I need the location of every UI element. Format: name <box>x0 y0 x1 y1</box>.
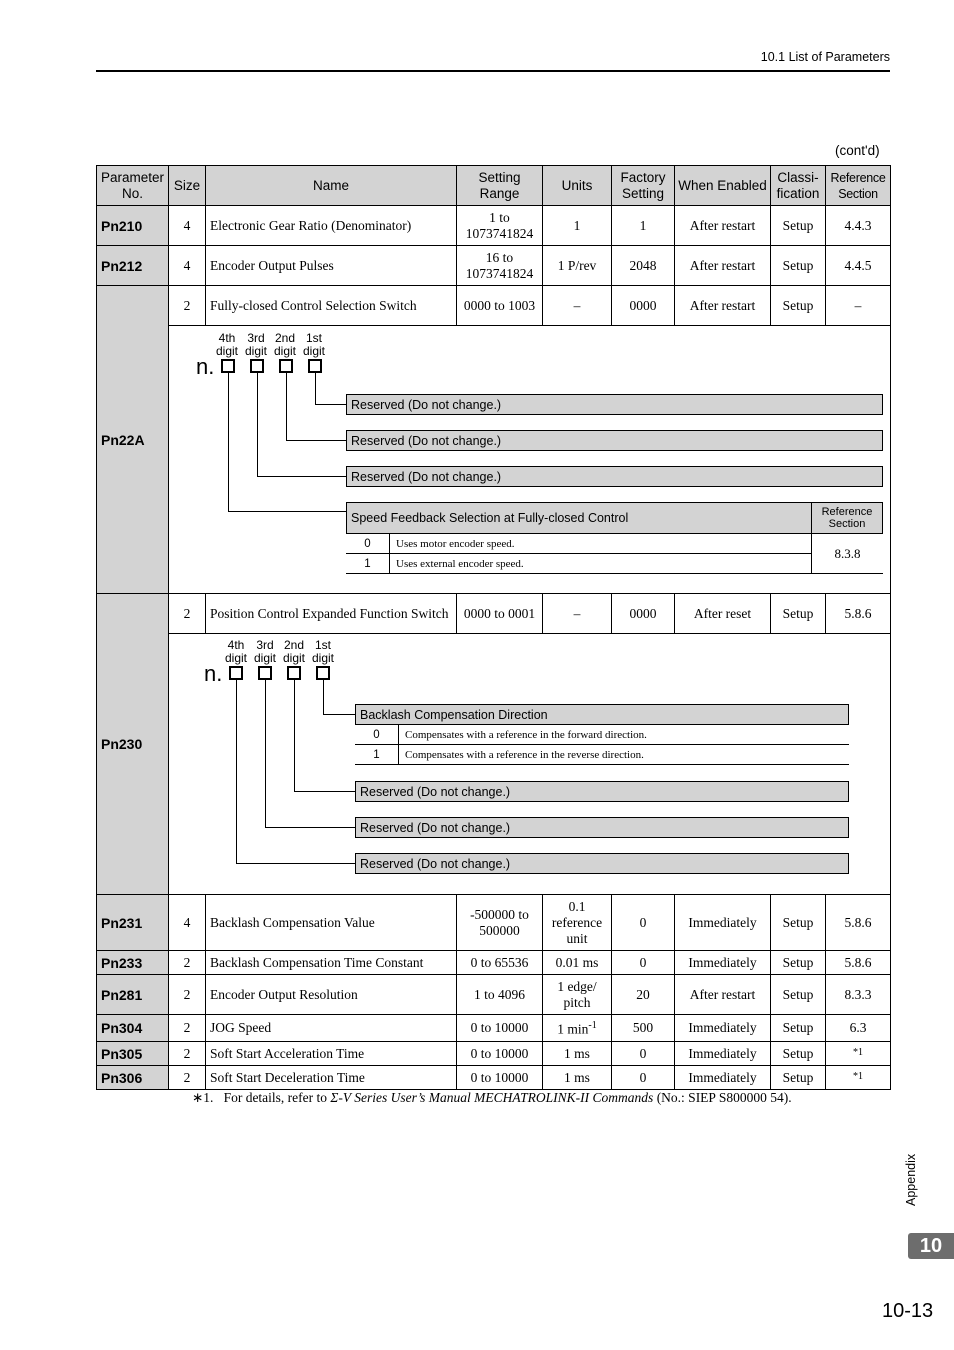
connector-line <box>323 680 324 714</box>
col-header: Units <box>543 166 612 206</box>
param-units: 1 ms <box>543 1066 612 1090</box>
param-ref: 4.4.3 <box>826 206 891 246</box>
param-ref: 4.4.5 <box>826 246 891 286</box>
page-number: 10-13 <box>882 1300 934 1322</box>
param-size: 2 <box>169 286 206 326</box>
param-factory: 0 <box>612 1066 675 1090</box>
param-range: 0 to 10000 <box>457 1015 543 1042</box>
param-factory: 2048 <box>612 246 675 286</box>
param-units: – <box>543 286 612 326</box>
reserved-bar: Reserved (Do not change.) <box>346 430 883 451</box>
param-units: 1 edge/ pitch <box>543 975 612 1015</box>
option-reference: 8.3.8 <box>811 534 883 574</box>
digit-label-1st: 1st digit <box>311 638 334 665</box>
table-row <box>97 951 891 975</box>
param-when: After restart <box>675 975 771 1015</box>
param-name: Position Control Expanded Function Switch <box>206 594 457 634</box>
reserved-bar: Reserved (Do not change.) <box>346 466 883 487</box>
digit-label-3rd: 3rd digit <box>244 331 267 358</box>
footnote-pre: For details, refer to <box>223 1090 331 1105</box>
param-size: 4 <box>169 206 206 246</box>
param-factory: 0 <box>612 895 675 951</box>
param-ref: 5.8.6 <box>826 594 891 634</box>
param-when: Immediately <box>675 1015 771 1042</box>
option-text: Uses external encoder speed. <box>396 557 524 570</box>
param-units: 0.1 reference unit <box>543 895 612 951</box>
param-no: Pn230 <box>97 594 169 895</box>
param-range: 0 to 65536 <box>457 951 543 975</box>
param-class: Setup <box>771 206 826 246</box>
option-row <box>346 534 812 554</box>
connector-line <box>315 404 346 405</box>
digit-box <box>229 666 243 680</box>
param-ref: 6.3 <box>826 1015 891 1042</box>
digit-box <box>250 359 264 373</box>
digit-box <box>308 359 322 373</box>
reserved-bar: Reserved (Do not change.) <box>355 781 849 802</box>
param-when: After restart <box>675 246 771 286</box>
units-superscript: -1 <box>588 1020 597 1032</box>
backlash-direction-title: Backlash Compensation Direction <box>355 704 849 725</box>
param-class: Setup <box>771 1015 826 1042</box>
connector-line <box>294 791 355 792</box>
param-range: 1 to 4096 <box>457 975 543 1015</box>
param-units: 0.01 ms <box>543 951 612 975</box>
connector-line <box>323 714 355 715</box>
param-name: Soft Start Acceleration Time <box>206 1042 457 1066</box>
table-row <box>97 1066 891 1090</box>
param-name: Electronic Gear Ratio (Denominator) <box>206 206 457 246</box>
param-name: JOG Speed <box>206 1015 457 1042</box>
table-row <box>97 286 891 326</box>
n-prefix: n. <box>204 661 223 686</box>
footnote-mark: ∗1. <box>192 1090 214 1105</box>
param-no: Pn231 <box>97 895 169 951</box>
pn230-digit-diagram <box>169 634 891 895</box>
param-name: Soft Start Deceleration Time <box>206 1066 457 1090</box>
param-ref: 5.8.6 <box>826 951 891 975</box>
option-text: Compensates with a reference in the forward direction. <box>405 728 647 741</box>
connector-line <box>228 511 346 512</box>
digit-label-4th: 4th digit <box>224 638 247 665</box>
param-no: Pn212 <box>97 246 169 286</box>
chapter-badge: 10 <box>908 1233 954 1259</box>
param-when: Immediately <box>675 951 771 975</box>
param-range: -500000 to 500000 <box>457 895 543 951</box>
parameter-table <box>96 165 891 1090</box>
col-header: Factory Setting <box>612 166 675 206</box>
table-row <box>97 1042 891 1066</box>
option-row <box>355 725 849 745</box>
col-header: Parameter No. <box>97 166 169 206</box>
reserved-bar: Reserved (Do not change.) <box>355 817 849 838</box>
digit-label-2nd: 2nd digit <box>273 331 296 358</box>
param-factory: 500 <box>612 1015 675 1042</box>
option-value: 0 <box>355 725 399 744</box>
param-ref: – <box>826 286 891 326</box>
param-when: Immediately <box>675 895 771 951</box>
param-no: Pn281 <box>97 975 169 1015</box>
param-no: Pn305 <box>97 1042 169 1066</box>
appendix-label: Appendix <box>904 1153 918 1206</box>
option-row <box>346 554 812 574</box>
param-factory: 0000 <box>612 594 675 634</box>
param-no: Pn210 <box>97 206 169 246</box>
col-header: Reference Section <box>826 166 891 206</box>
connector-line <box>236 863 355 864</box>
param-range: 0000 to 0001 <box>457 594 543 634</box>
connector-line <box>265 680 266 827</box>
digit-box <box>316 666 330 680</box>
param-range: 0 to 10000 <box>457 1066 543 1090</box>
param-size: 2 <box>169 1015 206 1042</box>
connector-line <box>257 373 258 476</box>
contd-label: (cont'd) <box>835 143 880 158</box>
param-range: 0000 to 1003 <box>457 286 543 326</box>
param-factory: 0 <box>612 1042 675 1066</box>
param-size: 2 <box>169 951 206 975</box>
col-header: Setting Range <box>457 166 543 206</box>
table-row <box>97 975 891 1015</box>
param-factory: 20 <box>612 975 675 1015</box>
param-size: 2 <box>169 1066 206 1090</box>
param-when: After restart <box>675 286 771 326</box>
param-size: 2 <box>169 1042 206 1066</box>
param-no: Pn22A <box>97 286 169 594</box>
param-class: Setup <box>771 1042 826 1066</box>
param-units: – <box>543 594 612 634</box>
param-class: Setup <box>771 951 826 975</box>
param-when: Immediately <box>675 1066 771 1090</box>
appendix-tab <box>904 1150 924 1210</box>
table-row <box>97 1015 891 1042</box>
param-no: Pn304 <box>97 1015 169 1042</box>
param-name: Backlash Compensation Value <box>206 895 457 951</box>
param-ref: 5.8.6 <box>826 895 891 951</box>
param-factory: 0000 <box>612 286 675 326</box>
param-units: 1 ms <box>543 1042 612 1066</box>
connector-line <box>294 680 295 791</box>
connector-line <box>265 827 355 828</box>
param-ref: *1 <box>826 1066 891 1090</box>
table-row <box>97 634 891 895</box>
param-size: 2 <box>169 975 206 1015</box>
param-units <box>543 1015 612 1042</box>
connector-line <box>315 373 316 404</box>
param-when: Immediately <box>675 1042 771 1066</box>
param-size: 2 <box>169 594 206 634</box>
option-row <box>355 745 849 765</box>
param-name: Fully-closed Control Selection Switch <box>206 286 457 326</box>
footnote-manual-title: Σ-V Series User’s Manual MECHATROLINK-II Commands <box>330 1090 654 1105</box>
param-factory: 0 <box>612 951 675 975</box>
param-class: Setup <box>771 895 826 951</box>
param-units: 1 <box>543 206 612 246</box>
param-no: Pn306 <box>97 1066 169 1090</box>
table-row <box>97 206 891 246</box>
digit-box <box>258 666 272 680</box>
digit-box <box>221 359 235 373</box>
units-base: 1 min <box>557 1021 589 1037</box>
speed-feedback-title: Speed Feedback Selection at Fully-closed Control <box>346 502 812 534</box>
param-ref: 8.3.3 <box>826 975 891 1015</box>
param-name: Backlash Compensation Time Constant <box>206 951 457 975</box>
param-units: 1 P/rev <box>543 246 612 286</box>
col-header: Classi- fication <box>771 166 826 206</box>
param-factory: 1 <box>612 206 675 246</box>
param-class: Setup <box>771 594 826 634</box>
digit-label-2nd: 2nd digit <box>282 638 305 665</box>
param-range: 16 to 1073741824 <box>457 246 543 286</box>
n-prefix: n. <box>196 354 215 379</box>
connector-line <box>236 680 237 863</box>
table-row <box>97 326 891 594</box>
digit-box <box>287 666 301 680</box>
option-value: 0 <box>346 534 390 553</box>
param-name: Encoder Output Pulses <box>206 246 457 286</box>
footnote <box>192 1090 792 1106</box>
param-name: Encoder Output Resolution <box>206 975 457 1015</box>
table-row <box>97 246 891 286</box>
col-header: When Enabled <box>675 166 771 206</box>
param-class: Setup <box>771 286 826 326</box>
connector-line <box>257 476 346 477</box>
param-when: After reset <box>675 594 771 634</box>
param-class: Setup <box>771 1066 826 1090</box>
connector-line <box>286 373 287 440</box>
param-ref: *1 <box>826 1042 891 1066</box>
digit-box <box>279 359 293 373</box>
option-text: Uses motor encoder speed. <box>396 537 515 550</box>
reserved-bar: Reserved (Do not change.) <box>355 853 849 874</box>
option-text: Compensates with a reference in the reverse direction. <box>405 748 644 761</box>
header-section: 10.1 List of Parameters <box>760 50 890 64</box>
option-value: 1 <box>346 554 390 573</box>
digit-label-1st: 1st digit <box>302 331 325 358</box>
footnote-post: (No.: SIEP S800000 54). <box>653 1090 792 1105</box>
col-header: Size <box>169 166 206 206</box>
connector-line <box>286 440 346 441</box>
param-size: 4 <box>169 246 206 286</box>
connector-line <box>228 373 229 511</box>
param-when: After restart <box>675 206 771 246</box>
header-rule <box>96 70 890 72</box>
reserved-bar: Reserved (Do not change.) <box>346 394 883 415</box>
param-range: 0 to 10000 <box>457 1042 543 1066</box>
param-no: Pn233 <box>97 951 169 975</box>
col-header: Name <box>206 166 457 206</box>
param-range: 1 to 1073741824 <box>457 206 543 246</box>
param-class: Setup <box>771 246 826 286</box>
table-row <box>97 594 891 634</box>
digit-label-4th: 4th digit <box>215 331 238 358</box>
digit-label-3rd: 3rd digit <box>253 638 276 665</box>
param-size: 4 <box>169 895 206 951</box>
param-class: Setup <box>771 975 826 1015</box>
table-header-row <box>97 166 891 206</box>
option-value: 1 <box>355 745 399 764</box>
pn22a-digit-diagram <box>169 326 891 594</box>
table-row <box>97 895 891 951</box>
reference-section-header: Reference Section <box>811 502 883 534</box>
